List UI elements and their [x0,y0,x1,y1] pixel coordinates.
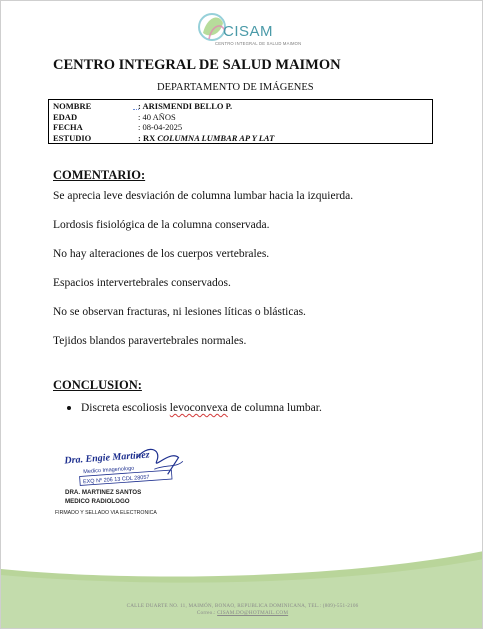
doctor-title: MEDICO RADIOLOGO [65,498,130,505]
document-title: CENTRO INTEGRAL DE SALUD MAIMON [53,57,341,73]
info-row-estudio [49,133,432,144]
info-label: FECHA [53,122,83,132]
conclusion-heading: CONCLUSION: [53,378,142,392]
comment-line: No se observan fracturas, ni lesiones líticas o blásticas. [53,306,306,318]
comentario-heading: COMENTARIO: [53,168,146,182]
comment-line: Lordosis fisiológica de la columna conservada. [53,219,270,231]
footer-address: CALLE DUARTE NO. 11, MAIMÓN, BONAO, REPUBLICA DOMINICANA, TEL.: (809)-551-2106 [126,603,359,609]
info-value-date: : 08-04-2025 [138,122,183,132]
signature-note: FIRMADO Y SELLADO VIA ELECTRONICA [55,510,157,516]
comment-line: Se aprecia leve desviación de columna lumbar hacia la izquierda. [53,190,354,202]
patient-info-box [48,99,433,144]
info-label: ESTUDIO [53,132,92,143]
info-row-edad [49,112,432,123]
info-value-study [138,133,274,143]
stamp-exq: EXQ Nº 206 13 CDL 28057 [82,474,150,486]
conclusion-flagged-word: levoconvexa [169,402,228,414]
comment-line: Tejidos blandos paravertebrales normales. [53,335,247,347]
logo-text: CISAM [223,23,274,40]
doctor-name: DRA. MARTINEZ SANTOS [65,489,142,496]
conclusion-text-end: de columna lumbar. [227,402,322,414]
info-value-age: : 40 AÑOS [138,111,176,122]
conclusion-item [81,402,322,414]
conclusion-text-start: Discreta escoliosis [81,402,170,414]
footer-email[interactable]: CISAM.DO@HOTMAIL.COM [217,610,289,616]
study-prefix: : RX [138,132,158,143]
info-label: EDAD [53,111,78,122]
comment-line: Espacios intervertebrales conservados. [53,277,231,289]
footer-email-line [1,610,483,616]
info-value-name: : ARISMENDI BELLO P. [138,101,233,111]
department-name: DEPARTAMENTO DE IMÁGENES [157,82,314,93]
info-row-nombre [49,101,432,112]
comment-line: No hay alteraciones de los cuerpos vertebrales. [53,248,270,260]
info-row-fecha [49,122,432,133]
footer-email-prefix: Correo.: [196,610,218,616]
doctor-stamp [59,441,199,491]
logo-subtitle: CENTRO INTEGRAL DE SALUD MAIMON [215,41,302,46]
stamp-name: Dra. Engie Martinez [64,449,150,467]
bullet-dot [67,406,71,410]
info-label: NOMBRE [53,101,92,111]
study-name: COLUMNA LUMBAR AP Y LAT [157,132,275,143]
stamp-role: Medico Imagenologo [83,465,135,476]
